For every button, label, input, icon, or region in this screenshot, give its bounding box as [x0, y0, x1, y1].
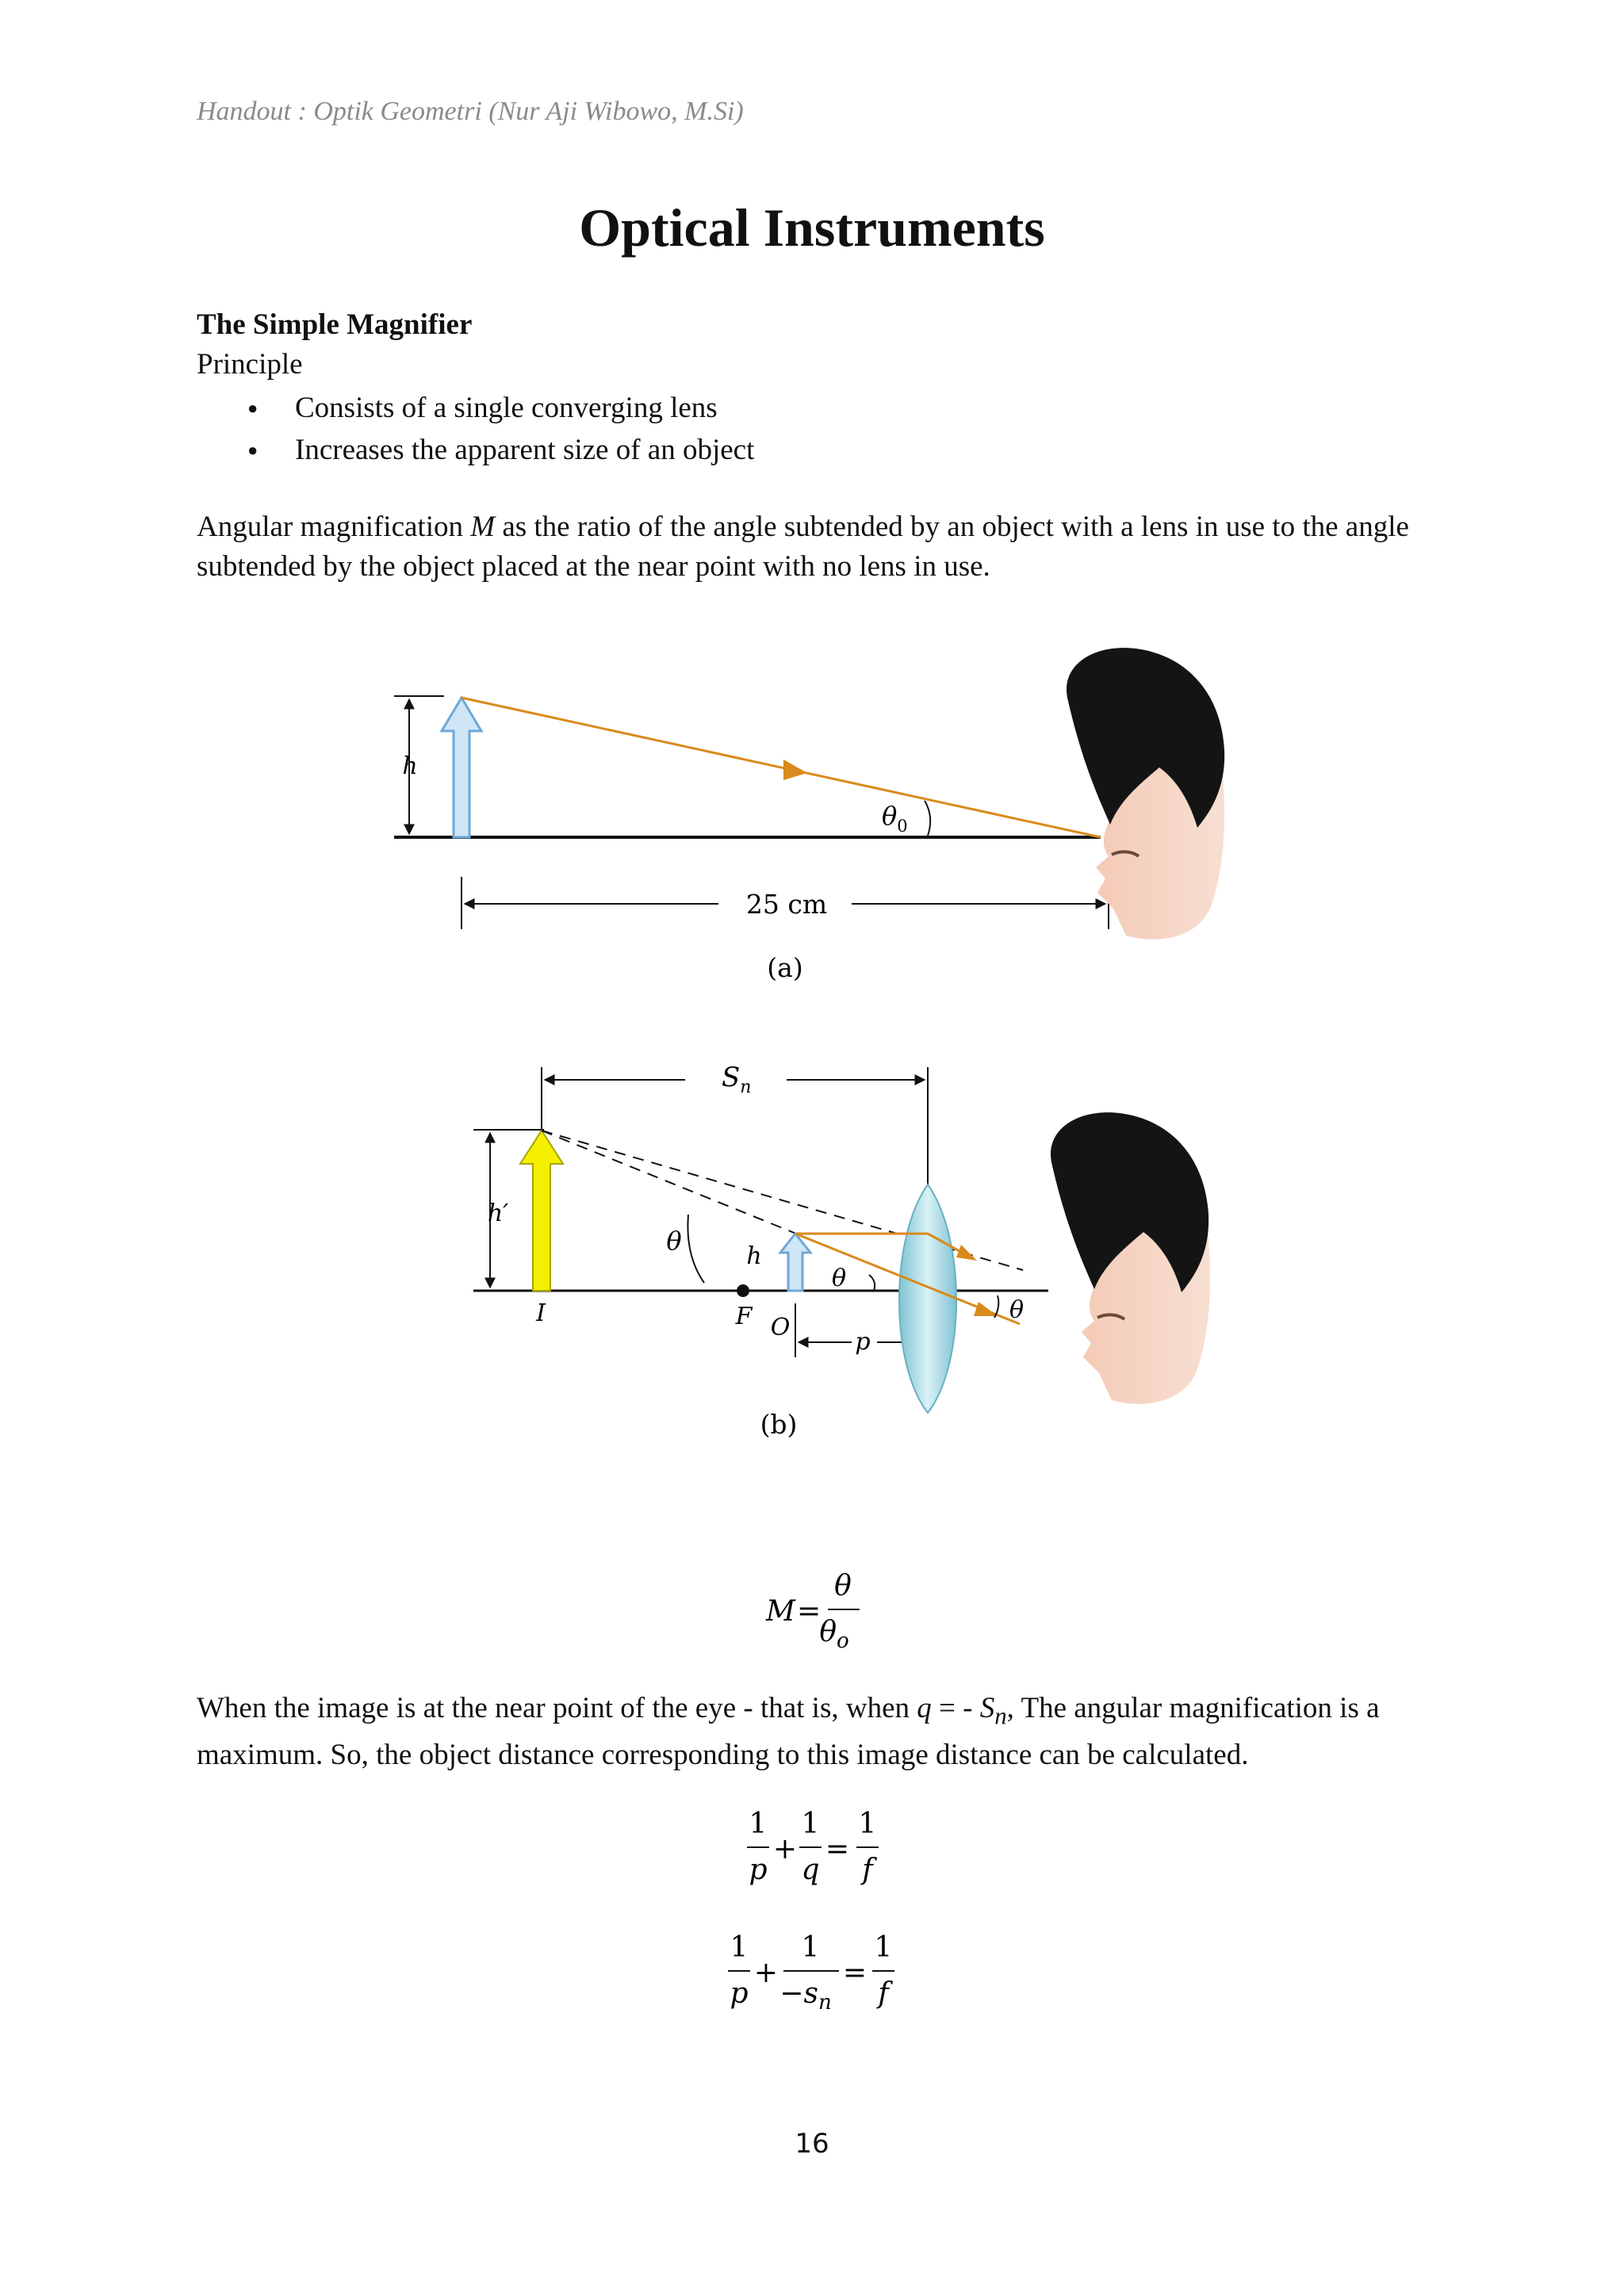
eq3-sub-n: n: [818, 1991, 832, 2015]
eq1-lhs: M: [766, 1595, 795, 1628]
eq2-den-f: f: [862, 1854, 873, 1886]
para2-text-2: = -: [931, 1692, 980, 1724]
dashed-ray-lower: [542, 1131, 796, 1234]
eq2-num-3: 1: [858, 1808, 877, 1840]
eq2-den-p: p: [749, 1854, 768, 1886]
eq3-den-f: f: [878, 1977, 889, 2010]
image-height-label: h′: [487, 1200, 509, 1227]
eq3-num-2: 1: [801, 1931, 820, 1964]
converging-lens: [899, 1184, 956, 1413]
object-height-label: h: [746, 1242, 762, 1270]
para2-text-1: When the image is at the near point of the eye - that is, when: [197, 1692, 917, 1724]
eq2-plus: +: [772, 1833, 798, 1866]
face-illustration-b: [1051, 1112, 1210, 1404]
figure-a-caption: (a): [767, 952, 803, 983]
theta-middle-label: θ: [831, 1265, 847, 1292]
eq1-denominator: [819, 1616, 848, 1653]
para2-variable-n: n: [994, 1702, 1007, 1730]
figure-b-caption: (b): [760, 1409, 798, 1440]
eq3-den-sn: [779, 1977, 831, 2015]
equation-near-point: [728, 1931, 894, 2015]
virtual-image-arrow: [520, 1131, 563, 1291]
theta-left-label: θ: [666, 1226, 682, 1256]
theta-right-label: θ: [1009, 1296, 1025, 1324]
angle-theta0-symbol: θ: [882, 801, 898, 831]
equation-lens: [747, 1808, 879, 1886]
ray-direction-arrow: [783, 760, 807, 780]
eq2-equals: =: [825, 1833, 850, 1866]
object-arrow: [442, 698, 481, 837]
angle-arc-middle: [869, 1275, 875, 1291]
figure-b: [473, 1062, 1210, 1440]
principle-label: Principle: [197, 348, 303, 381]
image-label: I: [536, 1299, 546, 1327]
figure-a: [394, 648, 1224, 983]
angle-arc-left: [688, 1215, 704, 1283]
face-illustration: [1067, 648, 1224, 939]
p-label: p: [855, 1328, 871, 1356]
page-header: Handout : Optik Geometri (Nur Aji Wibowo, M.Si): [197, 97, 744, 126]
para2-variable-s: S: [979, 1692, 995, 1724]
angle-theta0-subscript: 0: [897, 817, 908, 836]
para2-text-3: , The angular magnification is a maximum. So, the object distance corresponding to this image distance can be calculated.: [197, 1692, 1380, 1772]
light-ray: [462, 698, 1101, 837]
eq3-num-3: 1: [874, 1931, 893, 1964]
eq2-num-1: 1: [749, 1808, 768, 1840]
ray-arrowhead-lower: [974, 1302, 998, 1316]
page-number: 16: [795, 2128, 829, 2160]
para2-subscript-n: [994, 1702, 1006, 1729]
sn-symbol: S: [722, 1062, 741, 1093]
equation-magnification: [765, 1570, 860, 1653]
eq3-neg-s: −s: [779, 1977, 818, 2010]
para1-text-post: as the ratio of the angle subtended by an object with a lens in use to the angle subtended by the object placed at the near point with no lens in use.: [197, 511, 1409, 583]
bullet-item: ● Increases the apparent size of an object: [197, 429, 754, 471]
height-label: h: [402, 752, 418, 780]
object-label: O: [770, 1314, 791, 1341]
eq3-den-p: p: [730, 1977, 749, 2010]
object-arrow-b: [780, 1234, 810, 1291]
bullet-item: ● Consists of a single converging lens: [197, 387, 754, 429]
angle-arc: [925, 801, 930, 836]
distance-25cm-label: 25 cm: [745, 889, 828, 920]
para1-variable-m: M: [470, 511, 496, 543]
eq1-numerator: θ: [834, 1570, 852, 1602]
eq1-den-symbol: θ: [819, 1616, 837, 1648]
angle-theta0-label: [882, 801, 908, 836]
para2-variable-q: q: [917, 1692, 932, 1724]
eq2-den-q: q: [801, 1854, 820, 1886]
para1-text-pre: Angular magnification: [197, 511, 471, 543]
eq1-equals: =: [797, 1595, 822, 1628]
ray-arrowhead-upper: [956, 1245, 977, 1261]
sn-label: [722, 1062, 751, 1097]
focal-point: [737, 1284, 749, 1297]
eq1-den-subscript: o: [837, 1629, 849, 1653]
eq3-equals: =: [842, 1957, 868, 1989]
focal-label: F: [735, 1303, 753, 1330]
eq3-num-1: 1: [730, 1931, 749, 1964]
page-title: Optical Instruments: [579, 197, 1045, 258]
eq2-num-2: 1: [801, 1808, 820, 1840]
eq3-plus: +: [753, 1957, 779, 1989]
sn-subscript: n: [740, 1077, 752, 1097]
section-heading: The Simple Magnifier: [197, 308, 473, 341]
paragraph-near-point: [197, 1689, 1450, 1775]
